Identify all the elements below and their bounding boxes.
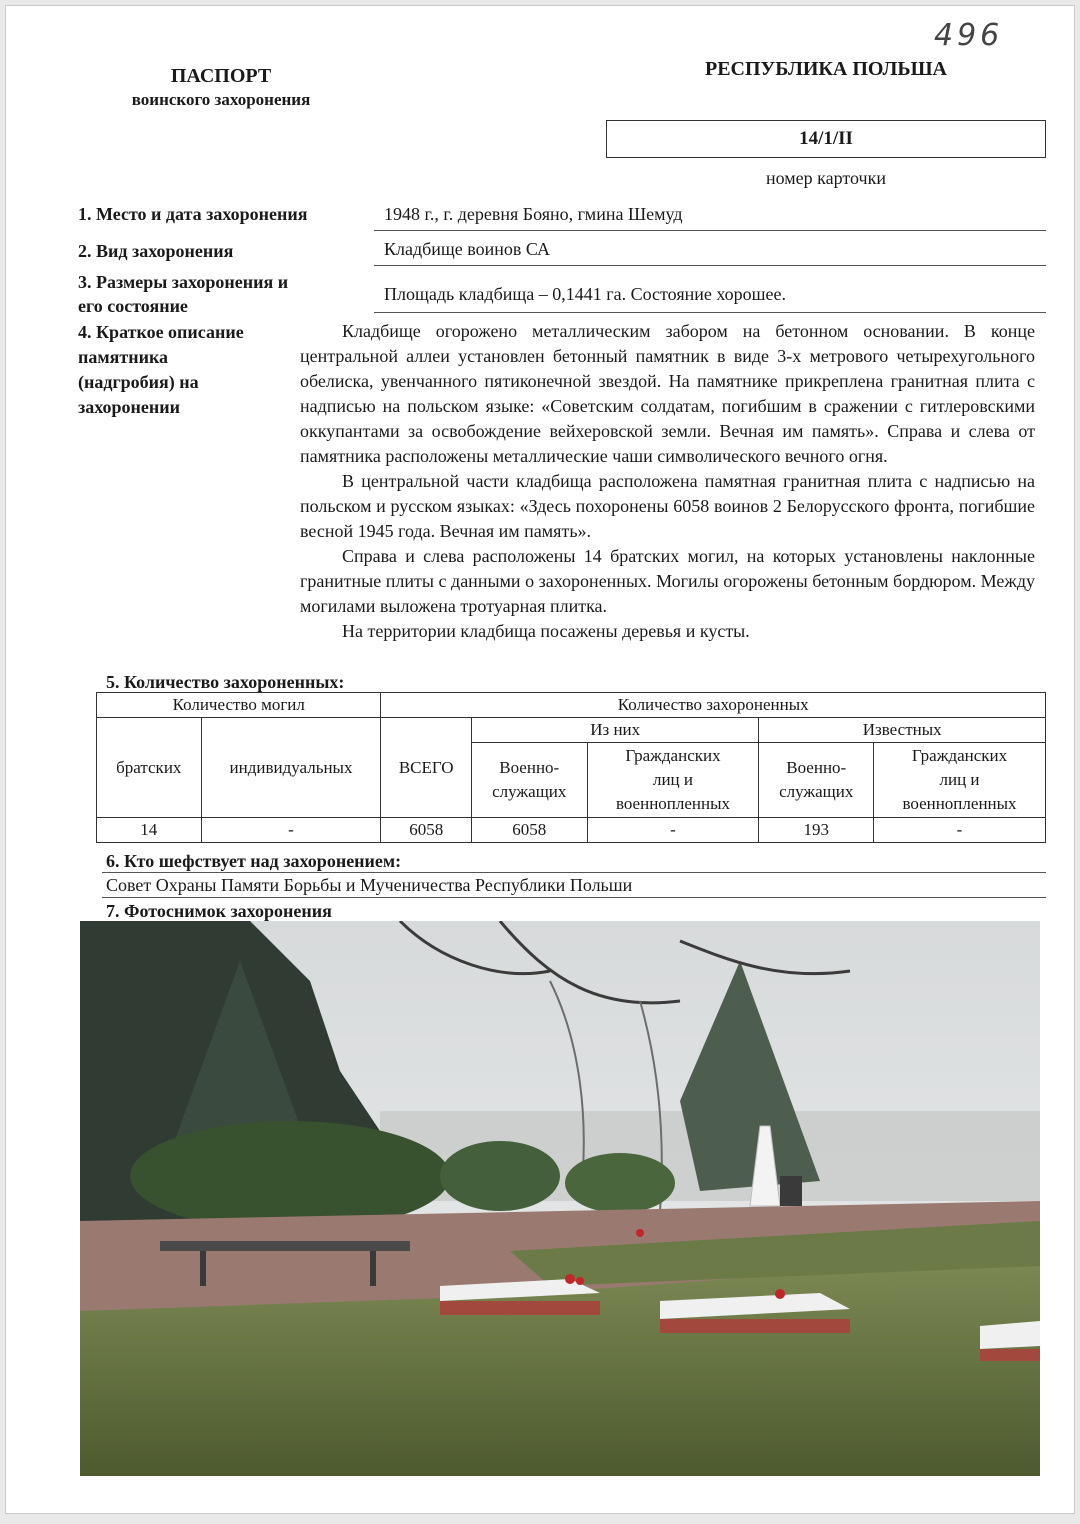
col-civilians-line3: военнопленных bbox=[615, 794, 731, 813]
section5-title: 5. Количество захороненных: bbox=[106, 672, 345, 692]
col-known-military-line1: Военно- bbox=[786, 758, 847, 777]
size-value: Площадь кладбища – 0,1441 га. Состояние хорошее. bbox=[384, 284, 787, 304]
size-label-line1: 3. Размеры захоронения и bbox=[78, 272, 289, 292]
col-known-civilians-line2: лиц и bbox=[939, 770, 980, 789]
burial-type-value: Кладбище воинов СА bbox=[384, 239, 551, 259]
col-military-line2: служащих bbox=[492, 782, 567, 801]
burial-type-label: 2. Вид захоронения bbox=[78, 241, 234, 261]
col-individual-graves: индивидуальных bbox=[201, 718, 381, 818]
place-date-value: 1948 г., г. деревня Бояно, гмина Шемуд bbox=[384, 204, 683, 224]
cell-individual: - bbox=[201, 818, 381, 843]
col-military bbox=[471, 743, 587, 818]
cell-civilians: - bbox=[587, 818, 759, 843]
description-label-line3: (надгробия) на bbox=[78, 372, 199, 392]
col-civilians-line2: лиц и bbox=[652, 770, 693, 789]
col-known-civilians-line1: Гражданских bbox=[911, 746, 1008, 765]
card-number-box: 14/1/II bbox=[606, 120, 1046, 158]
col-mass-graves: братских bbox=[97, 718, 202, 818]
description-label-line1: 4. Краткое описание bbox=[78, 322, 244, 342]
table-row bbox=[97, 818, 1046, 843]
col-military-line1: Военно- bbox=[499, 758, 560, 777]
cell-total: 6058 bbox=[381, 818, 471, 843]
col-known-civilians-line3: военнопленных bbox=[902, 794, 1017, 813]
handwritten-page-number: 496 bbox=[934, 18, 1004, 53]
card-number-label: номер карточки bbox=[766, 168, 886, 188]
cell-known-civilians: - bbox=[874, 818, 1046, 843]
cell-military: 6058 bbox=[471, 818, 587, 843]
passport-subtitle: воинского захоронения bbox=[131, 90, 311, 109]
col-civilians-line1: Гражданских bbox=[625, 746, 721, 765]
header-buried-count: Количество захороненных bbox=[381, 693, 1046, 718]
size-label-line2: его состояние bbox=[78, 296, 188, 316]
divider bbox=[374, 312, 1046, 313]
cell-mass: 14 bbox=[97, 818, 202, 843]
description-label-line2: памятника bbox=[78, 347, 169, 367]
col-known-civilians bbox=[874, 743, 1046, 818]
header-of-them: Из них bbox=[471, 718, 758, 743]
description-paragraph: Кладбище огорожено металлическим забором на бетонном основании. В конце центральной аллеи установлен бетонный памятник в виде 3-х метрового четырехугольного обелиска, увенчанного пятиконечной звездой. На памятнике прикреплена гранитная плита с надписью на польском языке: «Советским солдатам, погибшим в сражении с гитлеровскими оккупантами за освобождение вейхеровской земли. Вечная им память». Справа и слева от памятника расположены металлические чаши символического вечного огня. bbox=[300, 321, 1035, 466]
description-label-line4: захоронении bbox=[78, 397, 181, 417]
description-paragraph: Справа и слева расположены 14 братских могил, на которых установлены наклонные гранитные плиты с данными о захороненных. Могилы огорожены бетонным бордюром. Между могилами выложена тротуарная плитка. bbox=[300, 546, 1035, 616]
description-paragraph: На территории кладбища посажены деревья и кусты. bbox=[342, 621, 750, 641]
section6-title: 6. Кто шефствует над захоронением: bbox=[106, 851, 402, 871]
cemetery-photo bbox=[80, 921, 1040, 1476]
section7-title: 7. Фотоснимок захоронения bbox=[106, 901, 332, 921]
patron-organization: Совет Охраны Памяти Борьбы и Мученичества Республики Польши bbox=[106, 875, 633, 895]
col-known-military-line2: служащих bbox=[779, 782, 854, 801]
monument-description bbox=[300, 319, 1035, 644]
country-heading: РЕСПУБЛИКА ПОЛЬША bbox=[704, 58, 947, 80]
col-known-military bbox=[759, 743, 874, 818]
header-graves-count: Количество могил bbox=[97, 693, 381, 718]
document-page bbox=[5, 5, 1075, 1514]
place-date-label: 1. Место и дата захоронения bbox=[78, 204, 308, 224]
col-total: ВСЕГО bbox=[381, 718, 471, 818]
description-paragraph: В центральной части кладбища расположена памятная гранитная плита с надписью на польском и русском языках: «Здесь похоронены 6058 воинов 2 Белорусского фронта, погибшие весной 1945 года. Вечная им память». bbox=[300, 471, 1035, 541]
divider bbox=[374, 265, 1046, 266]
divider bbox=[102, 897, 1046, 898]
col-civilians bbox=[587, 743, 759, 818]
header-known: Известных bbox=[759, 718, 1046, 743]
cell-known-military: 193 bbox=[759, 818, 874, 843]
divider bbox=[374, 230, 1046, 231]
passport-title: ПАСПОРТ bbox=[170, 65, 272, 87]
burials-count-table bbox=[96, 692, 1046, 843]
